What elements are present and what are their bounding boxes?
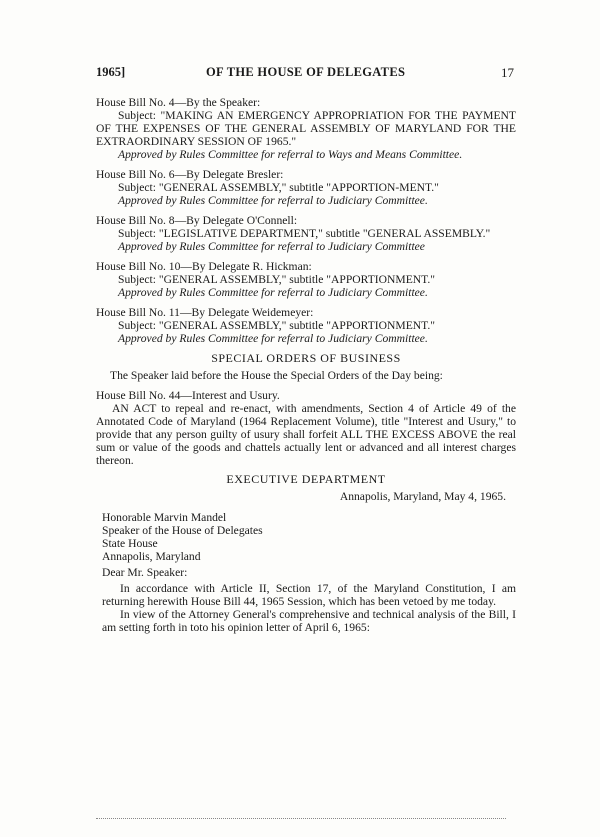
bill-entry (96, 214, 516, 253)
address-line: Annapolis, Maryland (102, 550, 201, 563)
bill-approval: Approved by Rules Committee for referral to Judiciary Committee. (118, 332, 428, 345)
bill-entry (96, 306, 516, 345)
address-line: Speaker of the House of Delegates (102, 524, 263, 537)
bill-heading: House Bill No. 10—By Delegate R. Hickman: (96, 260, 312, 273)
hb44-act-text: AN ACT to repeal and re-enact, with amendments, Section 4 of Article 49 of the Annotated Code of Maryland (1964 Replacement Volume), title "Interest and Usury," to provide that any person guilty of usury shall forfeit ALL THE EXCESS ABOVE the real sum or value of the goods and chattels actually lent or advanced and all interest charges thereon. (96, 402, 516, 467)
bill-entry (96, 168, 516, 207)
page-body (96, 96, 516, 634)
special-orders-heading: SPECIAL ORDERS OF BUSINESS (211, 351, 401, 365)
hb44-heading: House Bill No. 44—Interest and Usury. (96, 389, 280, 402)
page-number: 17 (501, 65, 514, 80)
bill-heading: House Bill No. 11—By Delegate Weidemeyer: (96, 306, 314, 319)
bill-heading: House Bill No. 4—By the Speaker: (96, 96, 261, 109)
bill-subject: Subject: "LEGISLATIVE DEPARTMENT," subtitle "GENERAL ASSEMBLY." (118, 227, 491, 240)
salutation: Dear Mr. Speaker: (102, 566, 188, 579)
bill-heading: House Bill No. 8—By Delegate O'Connell: (96, 214, 298, 227)
bill-approval: Approved by Rules Committee for referral to Ways and Means Committee. (118, 148, 463, 161)
bill-approval: Approved by Rules Committee for referral to Judiciary Committee (118, 240, 425, 253)
executive-department-heading: EXECUTIVE DEPARTMENT (226, 472, 386, 486)
letter-paragraph: In accordance with Article II, Section 17, of the Maryland Constitution, I am returning herewith House Bill 44, 1965 Session, which has been vetoed by me today. (102, 582, 516, 608)
address-line: Honorable Marvin Mandel (102, 511, 227, 524)
header-title: OF THE HOUSE OF DELEGATES (206, 65, 406, 79)
bill-subject: Subject: "GENERAL ASSEMBLY," subtitle "APPORTION-MENT." (118, 181, 439, 194)
running-header (96, 65, 516, 81)
bill-subject: Subject: "MAKING AN EMERGENCY APPROPRIATION FOR THE PAYMENT OF THE EXPENSES OF THE GENERAL ASSEMBLY OF MARYLAND FOR THE EXTRAORDINARY SESSION OF 1965." (96, 109, 516, 148)
house-bill-44 (96, 389, 516, 467)
bill-entry (96, 96, 516, 161)
bottom-rule (96, 818, 506, 820)
bill-approval: Approved by Rules Committee for referral to Judiciary Committee. (118, 286, 428, 299)
letter-paragraph: In view of the Attorney General's comprehensive and technical analysis of the Bill, I am setting forth in toto his opinion letter of April 6, 1965: (102, 608, 516, 634)
bill-entry (96, 260, 516, 299)
bill-subject: Subject: "GENERAL ASSEMBLY," subtitle "APPORTIONMENT." (118, 273, 436, 286)
letter-dateline: Annapolis, Maryland, May 4, 1965. (339, 490, 506, 503)
veto-letter (96, 511, 516, 634)
special-orders-intro: The Speaker laid before the House the Special Orders of the Day being: (110, 369, 443, 382)
bill-approval: Approved by Rules Committee for referral to Judiciary Committee. (118, 194, 428, 207)
bill-subject: Subject: "GENERAL ASSEMBLY," subtitle "APPORTIONMENT." (118, 319, 436, 332)
address-line: State House (102, 537, 158, 550)
bill-heading: House Bill No. 6—By Delegate Bresler: (96, 168, 284, 181)
header-year: 1965] (96, 65, 126, 79)
